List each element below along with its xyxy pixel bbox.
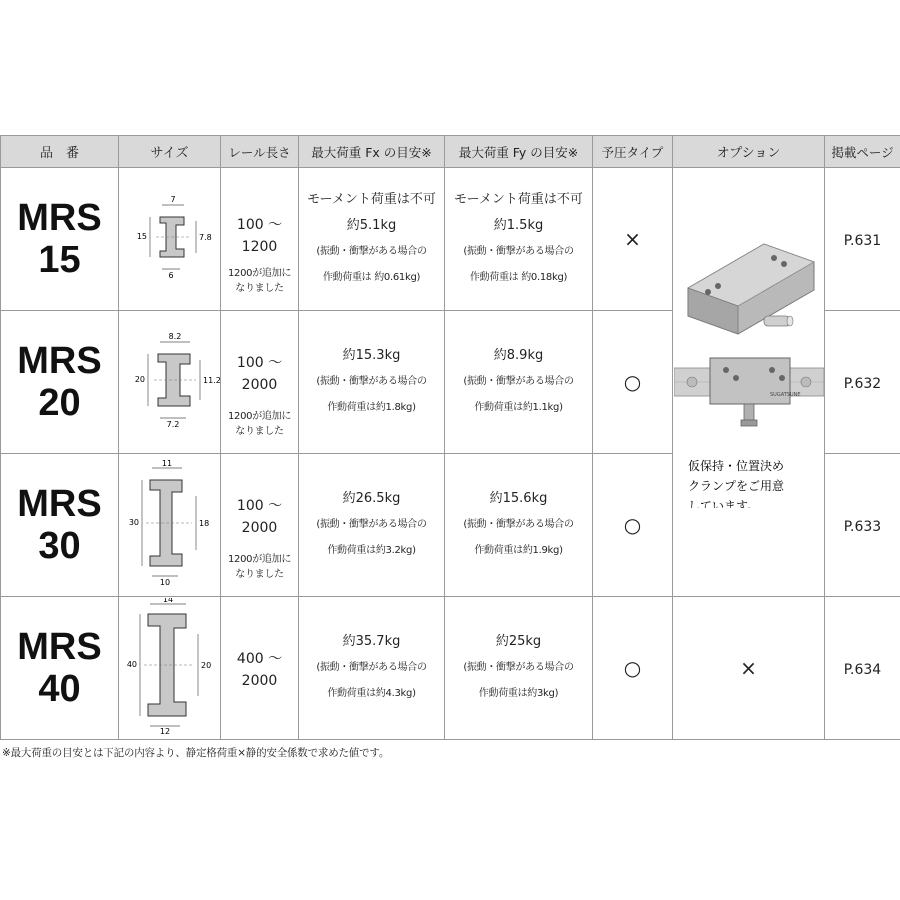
page-cell bbox=[825, 168, 900, 311]
preload-mark: × bbox=[624, 227, 641, 251]
fy-cell bbox=[445, 168, 593, 311]
dim-inner: 11.2 bbox=[202, 376, 220, 385]
fy-note-line1: (振動・衝撃がある場合の bbox=[463, 519, 574, 530]
rail-length: 100 ～ 2000 bbox=[236, 497, 283, 536]
fy-cell bbox=[445, 597, 593, 740]
preload-mark: ○ bbox=[623, 513, 642, 537]
option-mark: × bbox=[740, 656, 757, 680]
catalog-page-ref: P.633 bbox=[843, 518, 882, 535]
model-cell bbox=[1, 454, 119, 597]
fx-note-line2: 作動荷重は約4.3kg) bbox=[327, 688, 416, 699]
size-cell bbox=[119, 311, 221, 454]
page-cell bbox=[825, 454, 900, 597]
fx-note-line1: (振動・衝撃がある場合の bbox=[316, 376, 427, 387]
header-row bbox=[1, 136, 900, 168]
fx-value: 約15.3kg bbox=[342, 348, 401, 363]
fy-note-line1: (振動・衝撃がある場合の bbox=[463, 662, 574, 673]
fx-cell bbox=[299, 311, 445, 454]
fx-cell bbox=[299, 168, 445, 311]
fy-cell bbox=[445, 311, 593, 454]
rail-length: 400 ～ 2000 bbox=[236, 650, 283, 689]
dim-bottom: 10 bbox=[159, 578, 170, 587]
catalog-page-ref: P.631 bbox=[843, 232, 882, 249]
model-name: MRS 20 bbox=[17, 340, 102, 424]
length-cell bbox=[221, 454, 299, 597]
rail-profile-diagram bbox=[120, 458, 220, 588]
footnote: ※最大荷重の目安とは下記の内容より、静定格荷重×静的安全係数で求めた値です。 bbox=[2, 747, 390, 759]
page-cell bbox=[825, 311, 900, 454]
dim-height: 20 bbox=[134, 375, 145, 384]
fx-value: 約5.1kg bbox=[346, 218, 397, 233]
preload-cell bbox=[593, 311, 673, 454]
fx-value: 約35.7kg bbox=[342, 634, 401, 649]
header-page: 掲載ページ bbox=[825, 136, 900, 168]
length-note: 1200が追加に なりました bbox=[227, 410, 292, 437]
size-cell bbox=[119, 454, 221, 597]
preload-cell bbox=[593, 597, 673, 740]
dim-bottom: 6 bbox=[167, 271, 174, 280]
fy-note-line2: 作動荷重は 約0.18kg) bbox=[469, 272, 568, 283]
option-text-line1: 仮保持・位置決め bbox=[687, 459, 784, 473]
model-name: MRS 30 bbox=[17, 483, 102, 567]
header-rail-length: レール長さ bbox=[221, 136, 299, 168]
clamp-option-illustration bbox=[674, 238, 824, 508]
dim-top: 11 bbox=[161, 459, 172, 468]
header-fx: 最大荷重 Fx の目安※ bbox=[299, 136, 445, 168]
fx-note-line1: (振動・衝撃がある場合の bbox=[316, 662, 427, 673]
rail-profile-diagram bbox=[120, 598, 220, 734]
fy-moment-note: モーメント荷重は不可 bbox=[454, 192, 583, 207]
option-text-line3: しています。 bbox=[687, 499, 759, 508]
clamp-on-rail-image bbox=[674, 358, 824, 426]
size-cell bbox=[119, 597, 221, 740]
length-cell bbox=[221, 168, 299, 311]
fx-note-line1: (振動・衝撃がある場合の bbox=[316, 246, 427, 257]
header-preload: 予圧タイプ bbox=[593, 136, 673, 168]
rail-length: 100 ～ 1200 bbox=[236, 216, 283, 255]
model-name: MRS 15 bbox=[17, 197, 102, 281]
model-cell bbox=[1, 311, 119, 454]
rail-profile-diagram bbox=[120, 320, 220, 440]
fx-cell bbox=[299, 597, 445, 740]
dim-bottom: 7.2 bbox=[166, 420, 179, 429]
fy-value: 約8.9kg bbox=[493, 348, 544, 363]
fy-value: 約25kg bbox=[495, 634, 542, 649]
dim-inner: 18 bbox=[198, 519, 209, 528]
model-cell bbox=[1, 597, 119, 740]
length-note: 1200が追加に なりました bbox=[227, 267, 292, 294]
clamp-3d-image bbox=[688, 244, 814, 334]
preload-cell bbox=[593, 168, 673, 311]
fx-note-line2: 作動荷重は 約0.61kg) bbox=[322, 272, 421, 283]
fx-note-line2: 作動荷重は約3.2kg) bbox=[327, 545, 416, 556]
preload-cell bbox=[593, 454, 673, 597]
option-cell bbox=[673, 168, 825, 597]
header-size: サイズ bbox=[119, 136, 221, 168]
header-option: オプション bbox=[673, 136, 825, 168]
fy-value: 約15.6kg bbox=[489, 491, 548, 506]
model-name: MRS 40 bbox=[17, 626, 102, 710]
dim-bottom: 12 bbox=[159, 727, 170, 734]
preload-mark: ○ bbox=[623, 370, 642, 394]
fy-note-line1: (振動・衝撃がある場合の bbox=[463, 376, 574, 387]
fy-note-line1: (振動・衝撃がある場合の bbox=[463, 246, 574, 257]
option-cell bbox=[673, 597, 825, 740]
catalog-page-ref: P.632 bbox=[843, 375, 882, 392]
dim-top: 7 bbox=[169, 195, 176, 204]
catalog-page-ref: P.634 bbox=[843, 661, 882, 678]
table-row bbox=[1, 597, 900, 740]
fx-value: 約26.5kg bbox=[342, 491, 401, 506]
length-cell bbox=[221, 311, 299, 454]
table-row bbox=[1, 168, 900, 311]
fx-note-line1: (振動・衝撃がある場合の bbox=[316, 519, 427, 530]
model-cell bbox=[1, 168, 119, 311]
clamp-logo: SUGATSUNE bbox=[769, 392, 801, 398]
fy-cell bbox=[445, 454, 593, 597]
size-cell bbox=[119, 168, 221, 311]
dim-top: 8.2 bbox=[168, 332, 181, 341]
page-cell bbox=[825, 597, 900, 740]
option-text-line2: クランプをご用意 bbox=[687, 479, 784, 493]
length-note: 1200が追加に なりました bbox=[227, 553, 292, 580]
rail-length: 100 ～ 2000 bbox=[236, 354, 283, 393]
dim-height: 40 bbox=[126, 660, 137, 669]
fx-moment-note: モーメント荷重は不可 bbox=[307, 192, 436, 207]
length-cell bbox=[221, 597, 299, 740]
fy-note-line2: 作動荷重は約1.9kg) bbox=[474, 545, 563, 556]
fx-cell bbox=[299, 454, 445, 597]
dim-height: 15 bbox=[136, 232, 147, 241]
spec-table bbox=[0, 135, 900, 740]
dim-inner: 20 bbox=[200, 661, 211, 670]
dim-top: 14 bbox=[162, 598, 173, 604]
preload-mark: ○ bbox=[623, 656, 642, 680]
fy-value: 約1.5kg bbox=[493, 218, 544, 233]
fy-note-line2: 作動荷重は約3kg) bbox=[478, 688, 559, 699]
header-fy: 最大荷重 Fy の目安※ bbox=[445, 136, 593, 168]
fx-note-line2: 作動荷重は約1.8kg) bbox=[327, 402, 416, 413]
dim-height: 30 bbox=[128, 518, 139, 527]
header-model: 品 番 bbox=[1, 136, 119, 168]
dim-inner: 7.8 bbox=[198, 233, 212, 242]
rail-profile-diagram bbox=[120, 177, 220, 297]
fy-note-line2: 作動荷重は約1.1kg) bbox=[474, 402, 563, 413]
